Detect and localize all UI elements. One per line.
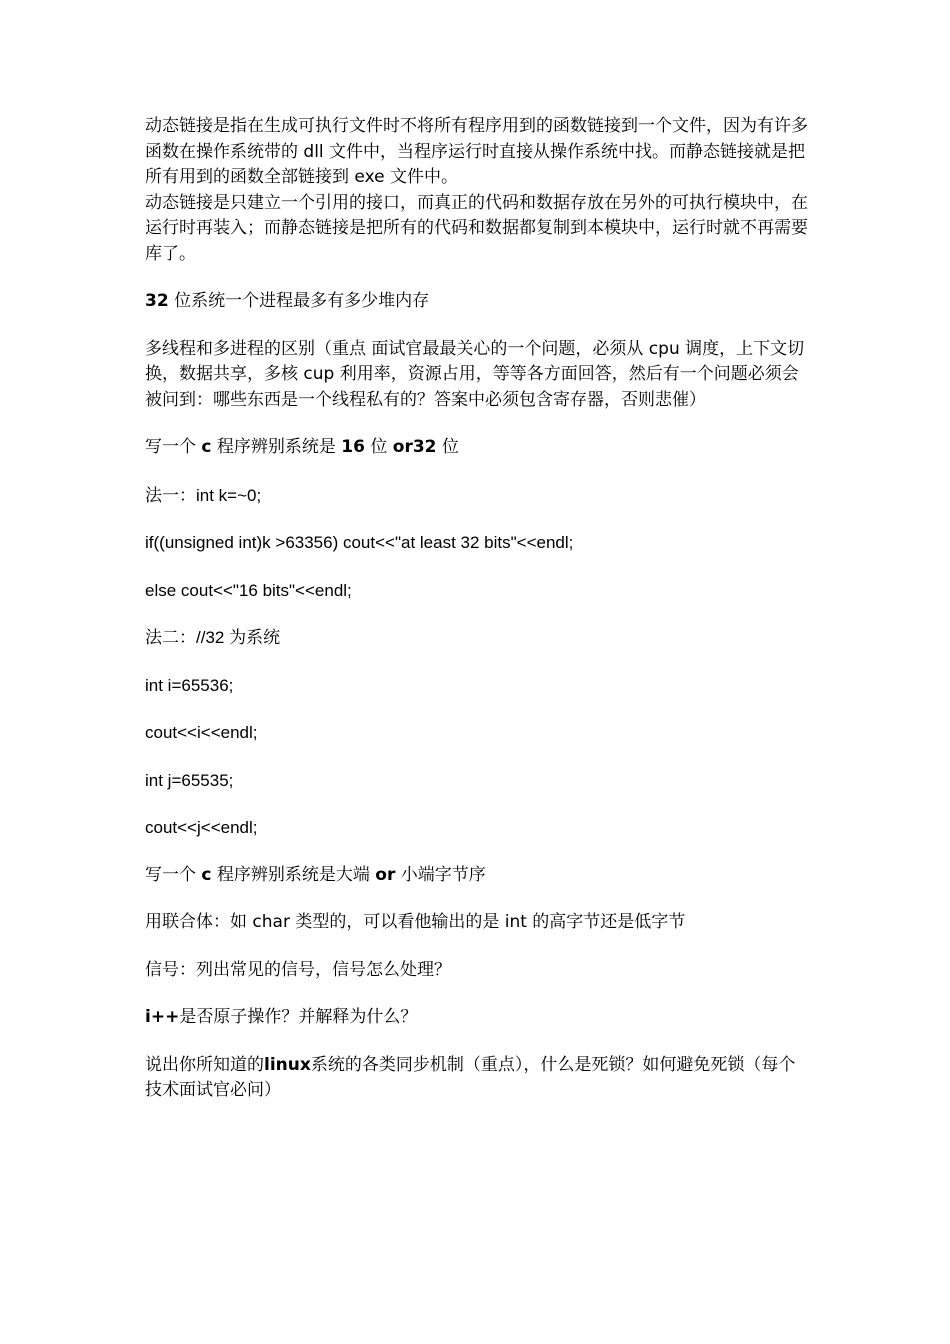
atomic-text: 是否原子操作？并解释为什么？ — [179, 1007, 418, 1027]
question-heap-memory — [145, 289, 811, 315]
method-one-label: 法一：int k=~0; — [145, 485, 262, 505]
bits-bold-or32: or32 — [392, 437, 437, 457]
question-linux-sync — [145, 1053, 811, 1104]
question-16-or-32-bit — [145, 435, 811, 461]
endianness-answer: 用联合体：如 char 类型的，可以看他输出的是 int 的高字节还是低字节 — [145, 912, 686, 932]
paragraph-dynamic-linking-1: 动态链接是指在生成可执行文件时不将所有程序用到的函数链接到一个文件，因为有许多函数在操作系统带的 dll 文件中，当程序运行时直接从操作系统中找。而静态链接就是把所有用到的函数全部链接到 exe 文件中。 — [145, 116, 808, 187]
sync-text-b: 系统的各类同步机制（重点），什么是死锁？如何避免死锁（每个技术面试官必问） — [145, 1054, 796, 1100]
paragraph-dynamic-linking-2: 动态链接是只建立一个引用的接口，而真正的代码和数据存放在另外的可执行模块中，在运行时再装入；而静态链接是把所有的代码和数据都复制到本模块中，运行时就不再需要库了。 — [145, 192, 808, 264]
endian-text-b: 程序辨别系统是大端 — [211, 864, 376, 885]
endian-text-d: 小端字节序 — [395, 864, 486, 885]
method-one-else-line: else cout<<"16 bits"<<endl; — [145, 580, 352, 600]
bits-text-b: 程序辨别系统是 — [211, 437, 342, 457]
sync-text-a: 说出你所知道的 — [145, 1054, 264, 1075]
endian-bold-or: or — [375, 864, 396, 885]
question-endianness — [145, 863, 811, 889]
endian-bold-c: c — [201, 864, 212, 885]
heap-bold-32: 32 — [145, 291, 169, 311]
bits-bold-16: 16 — [341, 437, 365, 457]
bits-bold-c: c — [201, 437, 212, 457]
bits-text-a: 写一个 — [145, 437, 202, 457]
method-two-line-3: int j=65535; — [145, 770, 234, 790]
bits-text-d: 位 — [364, 437, 393, 457]
method-two-line-4: cout<<j<<endl; — [145, 818, 258, 837]
endian-text-a: 写一个 — [145, 864, 202, 885]
question-atomic-increment — [145, 1005, 811, 1031]
question-signals: 信号：列出常见的信号，信号怎么处理？ — [145, 959, 451, 980]
document-page — [145, 114, 811, 1104]
sync-bold-linux: linux — [264, 1054, 311, 1075]
heap-question-text: 位系统一个进程最多有多少堆内存 — [168, 291, 430, 311]
bits-text-e: 位 — [436, 437, 459, 457]
method-two-label: 法二：//32 为系统 — [145, 628, 281, 647]
method-one-if-line: if((unsigned int)k >63356) cout<<"at least 32 bits"<<endl; — [145, 533, 574, 552]
atomic-bold-i++: i++ — [145, 1007, 180, 1027]
question-thread-vs-process: 多线程和多进程的区别（重点 面试官最最关心的一个问题，必须从 cpu 调度，上下文切换，数据共享，多核 cup 利用率，资源占用，等等各方面回答，然后有一个问题必须会被问到：哪些东西是一个线程私有的？答案中必须包含寄存器，否则悲催） — [145, 338, 805, 410]
method-two-line-2: cout<<i<<endl; — [145, 723, 258, 742]
method-two-line-1: int i=65536; — [145, 675, 234, 695]
